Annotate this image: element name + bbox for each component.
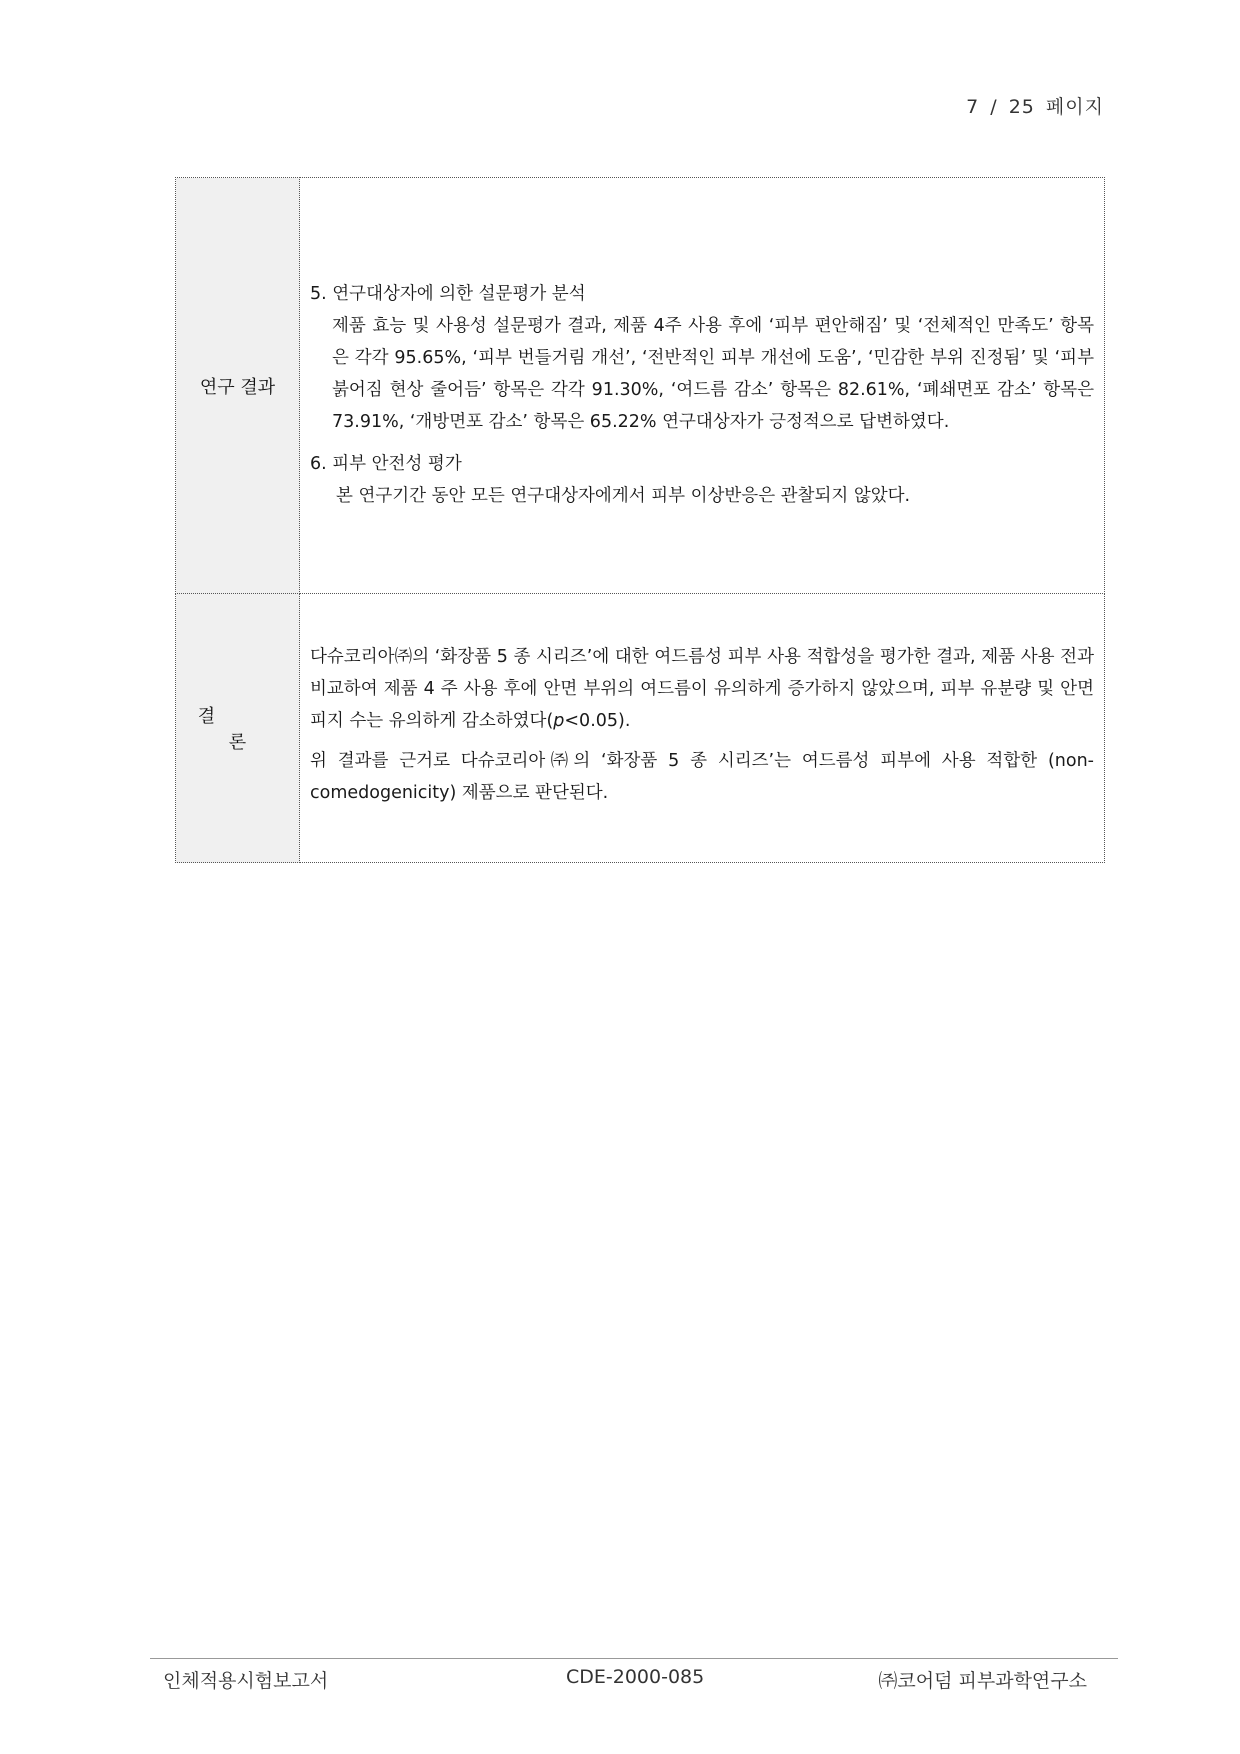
conclusion-content <box>300 594 1105 863</box>
report-table <box>175 177 1105 863</box>
section5-body: 제품 효능 및 사용성 설문평가 결과, 제품 4주 사용 후에 ‘피부 편안해짐’ 및 ‘전체적인 만족도’ 항목은 각각 95.65%, ‘피부 번들거림 개선’, ‘전반적인 피부 개선에 도움’, ‘민감한 부위 진정됨’ 및 ‘피부 붉어짐 현상 줄어듬’ 항목은 각각 91.30%, ‘여드름 감소’ 항목은 82.61%, ‘폐쇄면포 감소’ 항목은 73.91%, ‘개방면포 감소’ 항목은 65.22% 연구대상자가 긍정적으로 답변하였다. <box>332 315 1094 432</box>
footer-divider <box>150 1658 1118 1659</box>
footer-document-code: CDE-2000-085 <box>566 1666 705 1688</box>
conclusion-paragraph-2: 위 결과를 근거로 다슈코리아㈜의 ‘화장품 5 종 시리즈’는 여드름성 피부에 사용 적합한 (non-comedogenicity) 제품으로 판단된다. <box>310 751 1094 803</box>
footer-report-title: 인체적용시험보고서 <box>163 1670 329 1692</box>
section6-body: 본 연구기간 동안 모든 연구대상자에게서 피부 이상반응은 관찰되지 않았다. <box>336 485 911 506</box>
results-label: 연구 결과 <box>199 376 276 398</box>
results-label-cell <box>176 178 300 594</box>
page-number: 7 / 25 페이지 <box>966 96 1104 118</box>
footer-organization: ㈜코어덤 피부과학연구소 <box>878 1670 1087 1692</box>
conclusion-paragraph-1 <box>310 641 1094 737</box>
conclusion-label-cell <box>176 594 309 863</box>
p-value-symbol: p <box>553 711 565 731</box>
conclusion-para1-text: 다슈코리아㈜의 ‘화장품 5 종 시리즈’에 대한 여드름성 피부 사용 적합성을 평가한 결과, 제품 사용 전과 비교하여 제품 4 주 사용 후에 안면 부위의 여드름이 유의하게 증가하지 않았으며, 피부 유분량 및 안면 피지 수는 유의하게 감소하였다( <box>310 647 1094 731</box>
results-content <box>300 178 1105 594</box>
section6-title: 6. 피부 안전성 평가 <box>310 453 462 474</box>
p-value-threshold: <0.05). <box>564 711 631 731</box>
results-row <box>176 178 1105 594</box>
conclusion-row <box>176 594 1105 863</box>
conclusion-label: 결 론 <box>197 706 309 753</box>
section5-title: 5. 연구대상자에 의한 설문평가 분석 <box>310 283 586 304</box>
